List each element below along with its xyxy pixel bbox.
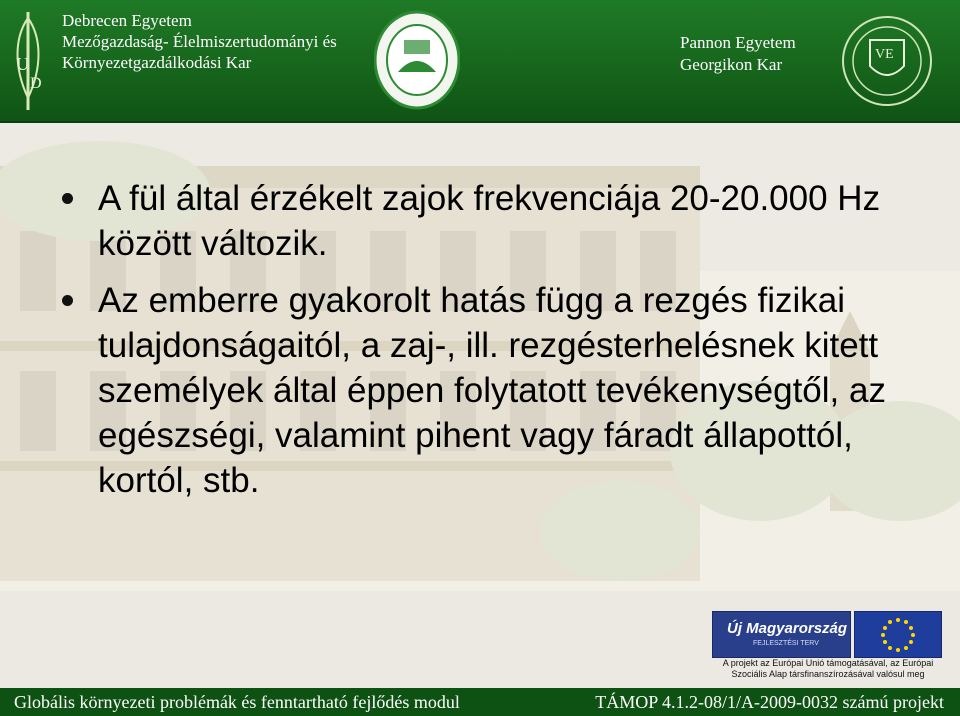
project-id: TÁMOP 4.1.2-08/1/A-2009-0032 számú projekt: [595, 692, 944, 712]
funding-logos: [712, 611, 942, 681]
faculty-seal-icon: [374, 10, 460, 110]
funding-caption-line: Szociális Alap társfinanszírozásával valósul meg: [731, 669, 925, 679]
uj-logo-title: Új Magyarország: [727, 620, 848, 637]
right-university-line: Georgikon Kar: [680, 55, 783, 74]
eu-flag-icon: [854, 611, 942, 658]
footer-bar: [0, 688, 960, 716]
svg-text:D: D: [30, 75, 42, 92]
slide-body: [58, 176, 918, 515]
module-title: Globális környezeti problémák és fenntartható fejlődés modul: [14, 692, 460, 712]
funding-caption-line: A projekt az Európai Unió támogatásával, az Európai: [722, 658, 934, 668]
uj-logo-subtitle: FEJLESZTÉSI TERV: [753, 640, 819, 647]
left-university-line: Mezőgazdaság- Élelmiszertudományi és: [62, 32, 337, 51]
svg-text:VE: VE: [875, 47, 894, 62]
university-crest-icon: [8, 8, 48, 114]
left-university-line: Környezetgazdálkodási Kar: [62, 53, 252, 72]
header-bar: [0, 0, 960, 123]
bullet-item: Az emberre gyakorolt hatás függ a rezgés fizikai tulajdonságaitól, a zaj-, ill. rezgésterhelésnek kitett személyek által éppen folytatott tevékenységtől, az egészségi, valamint pihent vagy fáradt állapottól, kortól, stb.: [58, 278, 918, 503]
university-pannon-crest-icon: [840, 14, 934, 108]
funding-caption: [714, 658, 942, 680]
svg-text:U: U: [16, 54, 29, 74]
right-university-name: [680, 32, 796, 76]
left-university-line: Debrecen Egyetem: [62, 11, 192, 30]
left-university-name: [62, 10, 337, 73]
right-university-line: Pannon Egyetem: [680, 33, 796, 52]
uj-magyarorszag-logo: [712, 611, 851, 658]
bullet-item: A fül által érzékelt zajok frekvenciája 20-20.000 Hz között változik.: [58, 176, 918, 266]
